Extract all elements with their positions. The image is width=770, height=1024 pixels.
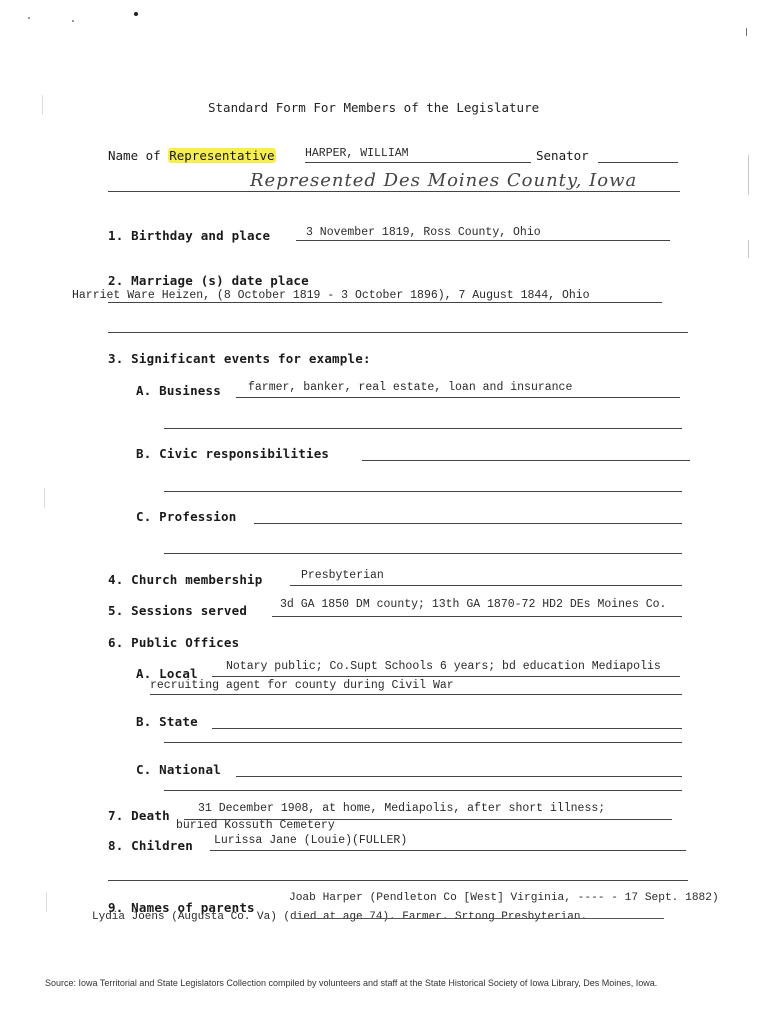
scan-speck [746, 28, 747, 36]
business-underline [236, 397, 680, 398]
church-label: 4. Church membership [108, 572, 263, 587]
marriage-value: Harriet Ware Heizen, (8 October 1819 - 3 October 1896), 7 August 1844, Ohio [72, 289, 590, 302]
profession-underline [254, 523, 682, 524]
profession-label: C. Profession [136, 509, 237, 524]
church-value: Presbyterian [301, 569, 384, 582]
civic-underline [362, 460, 690, 461]
parents-value-1: Joab Harper (Pendleton Co [West] Virginia, ---- - 17 Sept. 1882) [289, 892, 719, 904]
name-value: HARPER, WILLIAM [305, 147, 409, 160]
parents-strike [296, 918, 664, 919]
name-label: Name of [108, 148, 169, 163]
death-value-2: buried Kossuth Cemetery [176, 819, 335, 832]
senator-underline [598, 162, 678, 163]
marriage-underline [108, 302, 662, 303]
scan-edge-mark [42, 95, 43, 115]
scan-speck [72, 20, 74, 22]
scan-edge-mark [748, 155, 749, 195]
children-label: 8. Children [108, 838, 193, 853]
public-offices-label: 6. Public Offices [108, 635, 240, 650]
sessions-underline [272, 616, 682, 617]
scan-edge-mark [748, 240, 749, 258]
local-underline [212, 676, 680, 677]
form-title: Standard Form For Members of the Legislature [208, 100, 540, 115]
significant-events-label: 3. Significant events for example: [108, 351, 371, 366]
business-label: A. Business [136, 383, 221, 398]
scan-speck [28, 17, 30, 19]
scan-edge-mark [44, 488, 45, 508]
senator-label: Senator [536, 148, 589, 163]
birthday-underline [296, 240, 670, 241]
scan-speck [134, 12, 138, 16]
children-underline-2 [108, 880, 688, 881]
state-underline-2 [164, 742, 682, 743]
birthday-label: 1. Birthday and place [108, 228, 271, 243]
death-label: 7. Death [108, 808, 170, 823]
representative-highlight: Representative [169, 148, 275, 163]
business-value: farmer, banker, real estate, loan and insurance [248, 381, 573, 394]
handwritten-underline [108, 191, 680, 192]
parents-value-2: Lydia Joens (Augusta Co. Va) (died at age 74). Farmer. Srtong Presbyterian. [92, 911, 588, 923]
marriage-label: 2. Marriage (s) date place [108, 273, 309, 288]
marriage-underline-2 [108, 332, 688, 333]
local-label: A. Local [136, 666, 198, 681]
scan-edge-mark [46, 892, 47, 912]
death-value-1: 31 December 1908, at home, Mediapolis, after short illness; [198, 802, 606, 815]
civic-label: B. Civic responsibilities [136, 446, 330, 461]
civic-underline-2 [164, 491, 682, 492]
children-underline [210, 850, 686, 851]
children-value: Lurissa Jane (Louie)(FULLER) [214, 834, 408, 847]
sessions-label: 5. Sessions served [108, 603, 248, 618]
birthday-value: 3 November 1819, Ross County, Ohio [306, 226, 541, 239]
national-underline [236, 776, 682, 777]
state-label: B. State [136, 714, 198, 729]
local-underline-2 [150, 694, 682, 695]
local-value-1: Notary public; Co.Supt Schools 6 years; bd education Mediapolis [226, 660, 661, 673]
business-underline-2 [164, 428, 682, 429]
local-value-2: recruiting agent for county during Civil War [150, 679, 454, 692]
sessions-value: 3d GA 1850 DM county; 13th GA 1870-72 HD2 DEs Moines Co. [280, 598, 667, 611]
handwritten-note: Represented Des Moines County, Iowa [250, 170, 638, 191]
name-row [108, 148, 276, 163]
parents-label: 9. Names of parents [108, 900, 255, 915]
profession-underline-2 [164, 553, 682, 554]
state-underline [212, 728, 682, 729]
national-underline-2 [164, 790, 682, 791]
church-underline [290, 585, 682, 586]
source-note: Source: Iowa Territorial and State Legislators Collection compiled by volunteers and staff at the State Historical Society of Iowa Library, Des Moines, Iowa. [45, 978, 658, 988]
name-underline [305, 162, 531, 163]
national-label: C. National [136, 762, 221, 777]
